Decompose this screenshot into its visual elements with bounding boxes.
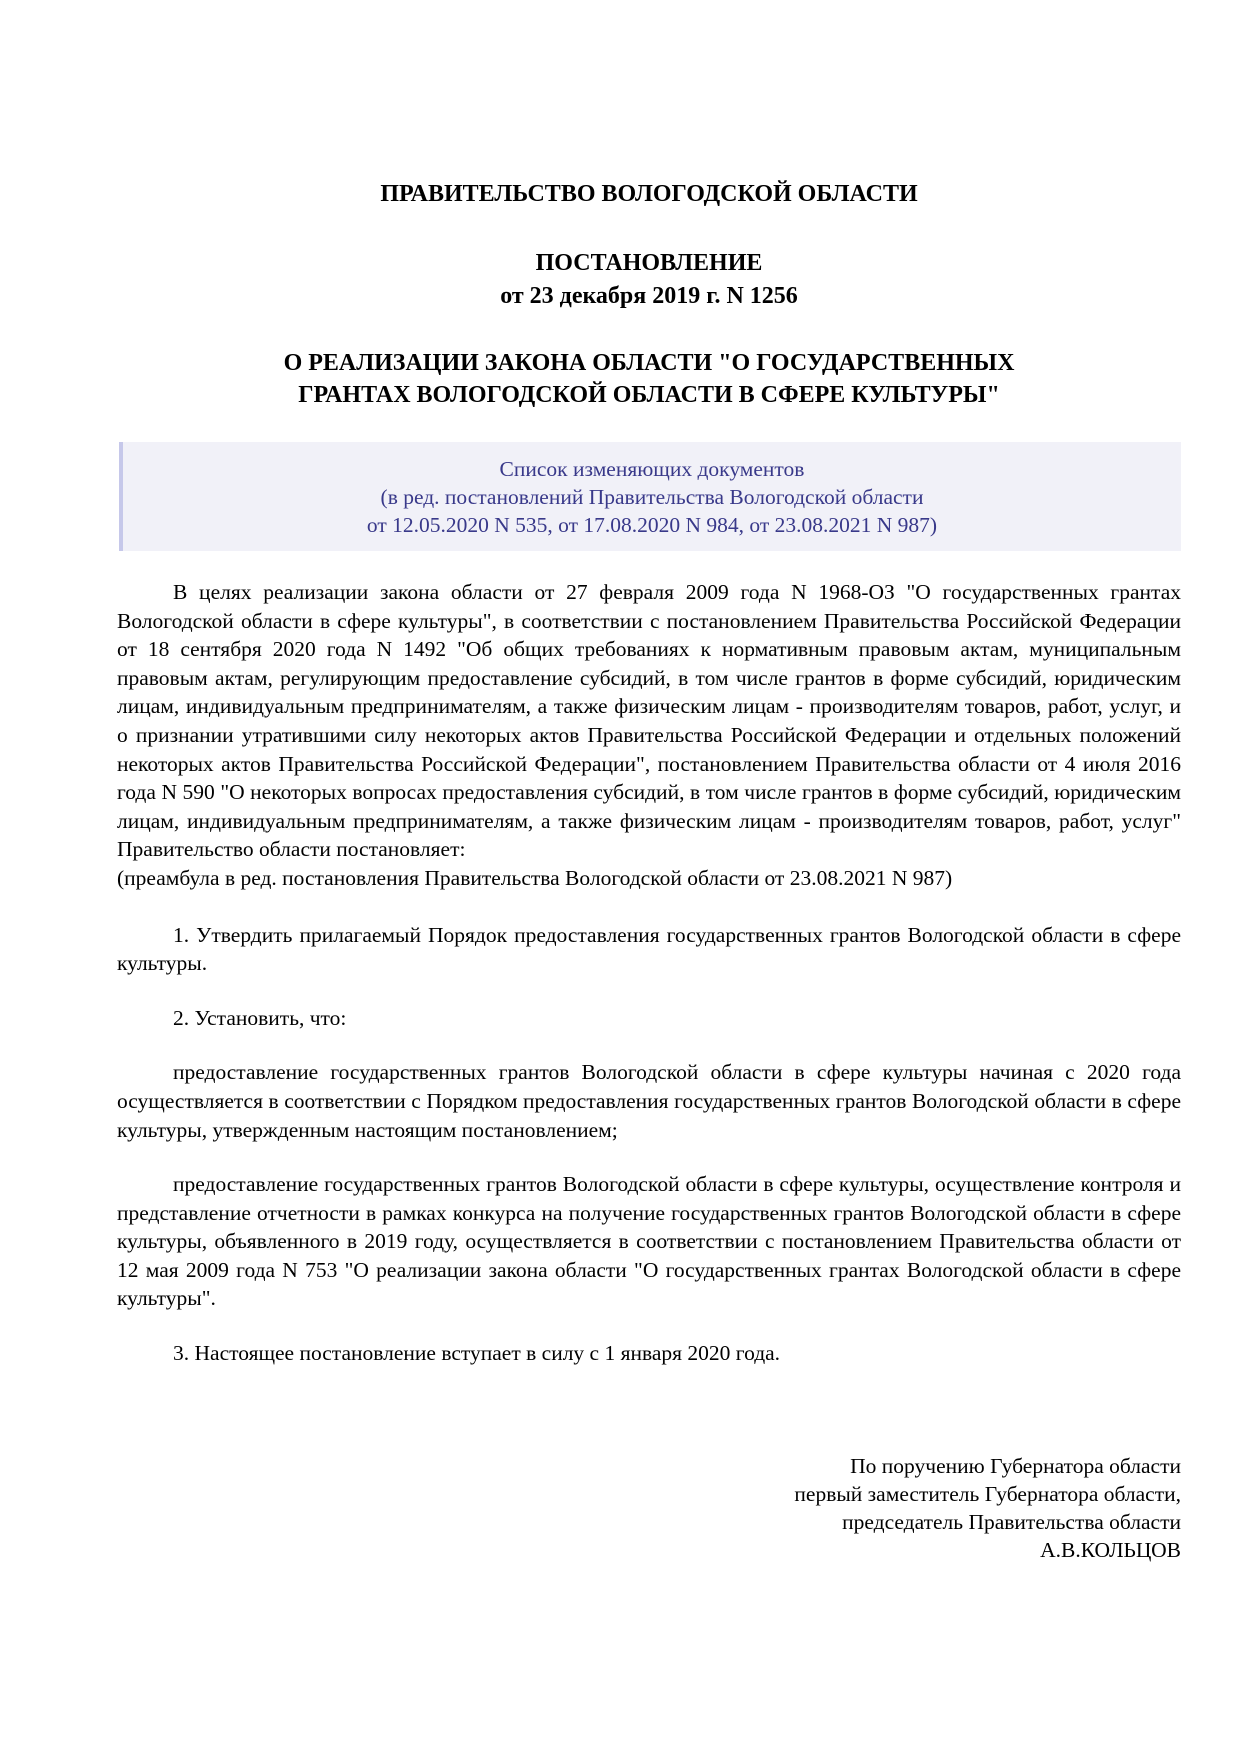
item-1: 1. Утвердить прилагаемый Порядок предоставления государственных грантов Вологодской области в сфере культуры. xyxy=(117,922,1181,976)
signature-line: председатель Правительства области xyxy=(842,1510,1181,1534)
document-title-line1: О РЕАЛИЗАЦИИ ЗАКОНА ОБЛАСТИ "О ГОСУДАРСТВЕННЫХ xyxy=(283,350,1015,376)
document-body xyxy=(117,578,1181,1368)
amendments-heading: Список изменяющих документов xyxy=(499,457,805,481)
amendments-box xyxy=(119,442,1181,551)
item-2-clause-a: предоставление государственных грантов Вологодской области в сфере культуры начиная с 2020 года осуществляется в соответствии с Порядком предоставления государственных грантов Вологодской области в сфере культуры, утвержденным настоящим постановлением; xyxy=(117,1060,1181,1142)
organization-name: ПРАВИТЕЛЬСТВО ВОЛОГОДСКОЙ ОБЛАСТИ xyxy=(380,181,918,207)
signature-line: первый заместитель Губернатора области, xyxy=(794,1482,1181,1506)
preamble-note: (преамбула в ред. постановления Правительства Вологодской области от 23.08.2021 N 987) xyxy=(117,865,953,890)
item-2-clause-b: предоставление государственных грантов Вологодской области в сфере культуры, осуществление контроля и представление отчетности в рамках конкурса на получение государственных грантов Вологодской области в сфере культуры, объявленного в 2019 году, осуществляется в соответствии с постановлением Правительства области от 12 мая 2009 года N 753 "О реализации закона области "О государственных грантах Вологодской области в сфере культуры". xyxy=(117,1172,1181,1311)
amendments-line: (в ред. постановлений Правительства Вологодской области xyxy=(380,485,924,509)
document-title-line2: ГРАНТАХ ВОЛОГОДСКОЙ ОБЛАСТИ В СФЕРЕ КУЛЬТУРЫ" xyxy=(298,382,1000,408)
signature-block xyxy=(117,1452,1181,1564)
document-type: ПОСТАНОВЛЕНИЕ xyxy=(535,250,763,276)
signature-line: По поручению Губернатора области xyxy=(850,1454,1181,1478)
preamble: В целях реализации закона области от 27 февраля 2009 года N 1968-ОЗ "О государственных грантах Вологодской области в сфере культуры", в соответствии с постановлением Правительства Российской Федерации от 18 сентября 2020 года N 1492 "Об общих требованиях к нормативным правовым актам, муниципальным правовым актам, регулирующим предоставление субсидий, в том числе грантов в форме субсидий, юридическим лицам, индивидуальным предпринимателям, а также физическим лицам - производителям товаров, работ, услуг, и о признании утратившими силу некоторых актов Правительства Российской Федерации и отдельных положений некоторых актов Правительства Российской Федерации", постановлением Правительства области от 4 июля 2016 года N 590 "О некоторых вопросах предоставления субсидий, в том числе грантов в форме субсидий, юридическим лицам, индивидуальным предпринимателям, а также физическим лицам - производителям товаров, работ, услуг" Правительство области постановляет: xyxy=(117,580,1181,862)
item-3: 3. Настоящее постановление вступает в силу с 1 января 2020 года. xyxy=(173,1341,781,1366)
document-date-number: от 23 декабря 2019 г. N 1256 xyxy=(500,283,798,309)
amendments-line: от 12.05.2020 N 535, от 17.08.2020 N 984, от 23.08.2021 N 987) xyxy=(366,513,938,537)
item-2: 2. Установить, что: xyxy=(173,1005,347,1030)
signatory-name: А.В.КОЛЬЦОВ xyxy=(1040,1538,1181,1562)
